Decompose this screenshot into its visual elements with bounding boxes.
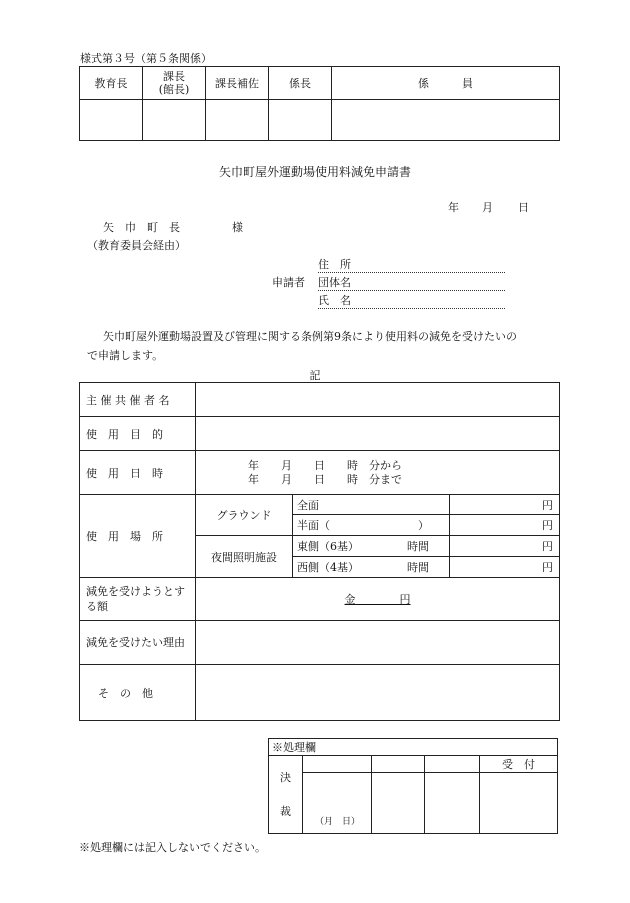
ground-half-label[interactable]: 半面（ ） — [293, 515, 450, 536]
reason-label: 減免を受けたい理由 — [80, 621, 196, 665]
reduction-amount-input[interactable]: 金 円 — [196, 578, 560, 621]
document-title: 矢巾町屋外運動場使用料減免申請書 — [218, 165, 411, 179]
lighting-label: 夜間照明施設 — [196, 536, 293, 578]
processing-title: ※処理欄 — [269, 739, 558, 756]
uketsuke-stamp[interactable] — [480, 773, 558, 834]
processing-cell[interactable] — [372, 773, 425, 834]
applicant-label: 申請者 — [272, 276, 305, 289]
stamp-cell[interactable] — [332, 100, 560, 141]
processing-cell[interactable] — [425, 756, 480, 773]
organizer-input[interactable] — [196, 383, 560, 417]
reduction-amount-label: 減免を受けようとする額 — [80, 578, 196, 621]
ground-full-label: 全面 — [293, 495, 450, 515]
application-table — [79, 382, 560, 721]
processing-cell[interactable] — [303, 756, 372, 773]
datetime-label: 使 用 日 時 — [80, 451, 196, 495]
west-lighting[interactable]: 西側（4基） 時間 — [293, 557, 450, 578]
header-kyoikucho: 教育長 — [80, 67, 143, 100]
west-lighting-yen[interactable]: 円 — [450, 557, 560, 578]
approval-table — [79, 66, 560, 141]
header-kakaricho: 係長 — [269, 67, 332, 100]
ground-half-yen[interactable]: 円 — [450, 515, 560, 536]
stamp-cell[interactable] — [143, 100, 206, 141]
other-input[interactable] — [196, 665, 560, 721]
date-year: 年 — [448, 201, 459, 214]
datetime-input[interactable] — [196, 451, 560, 495]
date-day: 日 — [518, 201, 529, 214]
reason-input[interactable] — [196, 621, 560, 665]
east-lighting-yen[interactable]: 円 — [450, 536, 560, 557]
processing-cell[interactable] — [425, 773, 480, 834]
processing-cell[interactable] — [372, 756, 425, 773]
other-label: そ の 他 — [80, 665, 196, 721]
kessai-label: 決 裁 — [269, 756, 303, 834]
ki-label: 記 — [309, 369, 321, 382]
form-number: 様式第３号（第５条関係） — [80, 52, 212, 65]
ground-full-yen[interactable]: 円 — [450, 495, 560, 515]
date-month: 月 — [482, 201, 493, 214]
stamp-cell[interactable] — [269, 100, 332, 141]
organizer-label: 主 催 共 催 者 名 — [80, 383, 196, 417]
place-label: 使 用 場 所 — [80, 495, 196, 578]
addressee-name: 矢 巾 町 長 — [103, 221, 180, 234]
header-kacho-hosa: 課長補佐 — [206, 67, 269, 100]
org-field[interactable]: 団体名 — [318, 274, 505, 291]
uketsuke-label: 受 付 — [480, 756, 558, 773]
address-field[interactable]: 住 所 — [318, 256, 505, 273]
header-kacho: 課長 (館長) — [143, 67, 206, 100]
name-field[interactable]: 氏 名 — [318, 292, 505, 309]
datetime-from: 年 月 日 時 分から — [248, 458, 402, 472]
purpose-label: 使 用 目 的 — [80, 417, 196, 451]
east-lighting[interactable]: 東側（6基） 時間 — [293, 536, 450, 557]
processing-date[interactable]: （月 日） — [303, 773, 372, 834]
addressee-via: （教育委員会経由） — [87, 239, 186, 252]
processing-table — [268, 738, 558, 834]
body-text-line-2: で申請します。 — [87, 349, 164, 362]
stamp-cell[interactable] — [206, 100, 269, 141]
body-text-line-1: 矢巾町屋外運動場設置及び管理に関する条例第9条により使用料の減免を受けたいの — [103, 330, 517, 343]
stamp-cell[interactable] — [80, 100, 143, 141]
purpose-input[interactable] — [196, 417, 560, 451]
header-kakariin: 係 員 — [332, 67, 560, 100]
datetime-to: 年 月 日 時 分まで — [248, 472, 402, 486]
ground-label: グラウンド — [196, 495, 293, 536]
footer-note: ※処理欄には記入しないでください。 — [79, 841, 266, 854]
addressee-sama: 様 — [232, 221, 243, 234]
